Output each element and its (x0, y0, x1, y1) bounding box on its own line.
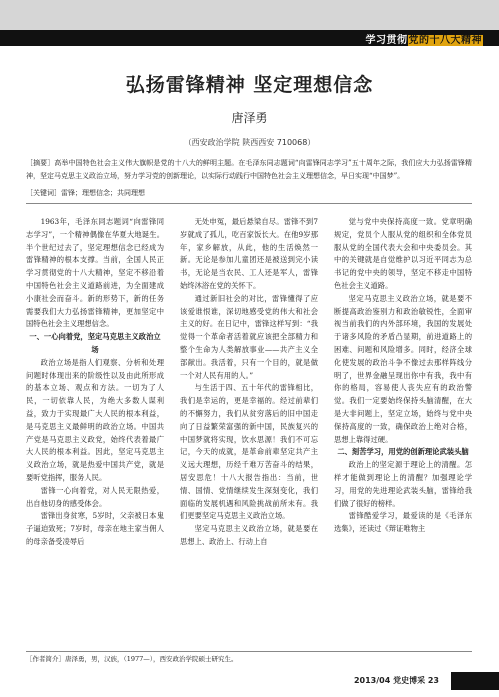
paragraph: 无处申冤，最后悬梁自尽。雷锋不到7岁就成了孤儿，吃百家饭长大。在他9岁那年，家乡解放，从此，他的生活焕然一新。无论是参加儿童团还是被送到完小读书，无论是当农民、工人还是军人，雷锋始终沐浴在党的关怀下。 (180, 217, 318, 290)
divider-bottom (26, 651, 472, 652)
paragraph: 坚定马克思主义政治立场，就是要不断提高政治鉴别力和政治敏锐性，全面审视当前我们的内外部环境，我国的发展处于诸多风险的矛盾凸显期，前进道路上的困难、问题和风险增多。同时，经济全球化使发展的政治斗争不像过去那样阵线分明了，世界金融呈现出你中有我，我中有你的格局，容易使人丧失应有的政治警觉。我们一定要始终保持头脑清醒，在大是大非问题上，坚定立场，始终与党中央保持高度的一致，确保政治上绝对合格，思想上靠得过硬。 (334, 293, 472, 444)
section-label (366, 31, 484, 46)
paragraph: 通过新旧社会的对比，雷锋懂得了应该爱谁恨谁，深切地感受党的伟大和社会主义的好。在日记中，雷锋这样写到：“我觉得一个革命者活着就应该把全部精力和整个生命为人类解放事业——共产主义全部献出。我活着，只有一个目的，就是做一个对人民有用的人。” (180, 293, 318, 380)
header-bar (0, 0, 499, 46)
abstract: ［摘要］高举中国特色社会主义伟大旗帜是党的十八大的鲜明主题。在毛泽东同志题词“向雷锋同志学习”五十周年之际，我们应大力弘扬雷锋精神，坚定马克思主义政治立场，努力学习党的创新理论，以实际行动践行中国特色社会主义理想信念，早日实现“中国梦”。 (26, 159, 472, 180)
paragraph: 1963年，毛泽东同志题词“向雷锋同志学习”，一个精神偶像在华夏大地诞生。半个世纪过去了，坚定理想信念已经成为雷锋精神的根本支撑。当前，全国人民正学习贯彻党的十八大精神，坚定不移沿着中国特色社会主义道路前进，为全面建成小康社会而奋斗。新的形势下，新的任务需要我们大力弘扬雷锋精神，更加坚定中国特色社会主义理想信念。 (26, 217, 164, 329)
column-3 (334, 216, 472, 536)
page-footer: 2013/04 党史博采 23 (353, 676, 439, 685)
section-label-prefix: 学习贯彻 (365, 35, 408, 46)
column-2 (180, 216, 318, 549)
divider (26, 203, 472, 204)
paragraph: 与生活于四、五十年代的雷锋相比，我们是幸运的，更是幸福的。经过前辈们的不懈努力，我们从贫穷落后的旧中国走向了日益繁荣富强的新中国，民族复兴的中国梦就将实现，饮水思源！我们不可忘记，今天的成就，是革命前辈坚定共产主义远大理想，历经千难万苦奋斗的结果，居安思危！十八大报告指出：当前，世情、国情、党情继续发生深刻变化，我们面临的发展机遇和风险挑战前所未有。我们更要坚定马克思主义政治立场。 (180, 383, 318, 521)
column-1 (26, 216, 164, 549)
section-heading: 二、刻苦学习，用党的创新理论武装头脑 (337, 447, 469, 457)
paragraph: 觉与党中央保持高度一致。党章明确规定，党员个人服从党的组织和全体党员服从党的全国代表大会和中央委员会。其中的关键就是自觉维护以习近平同志为总书记的党中央的领导，坚定不移走中国特色社会主义道路。 (334, 217, 472, 290)
paragraph: 坚定马克思主义政治立场，就是要在思想上、政治上、行动上自 (180, 524, 318, 546)
author-info: ［作者简介］唐泽勇，男，汉族，（1977—），西安政治学院硕士研究生。 (26, 655, 238, 663)
footer-block (451, 672, 499, 690)
author-affiliation: （西安政治学院 陕西西安 710068） (183, 138, 316, 147)
paragraph: 政治上的坚定源于理论上的清醒。怎样才能做到理论上的清醒？加强理论学习，用党的先进理论武装头脑，雷锋给我们做了很好的榜样。 (334, 460, 472, 508)
section-label-highlight: 党的十八大精神 (408, 35, 482, 46)
keywords: ［关键词］雷锋；理想信念；共同理想 (26, 189, 145, 197)
article-title: 弘扬雷锋精神 坚定理想信念 (125, 74, 374, 96)
paragraph: 雷锋酷爱学习，最爱读的是《毛泽东选集》，还读过《辩证唯物主 (334, 511, 472, 534)
paragraph: 政治立场是指人们观察、分析和处理问题时体现出来的阶级性以及由此所形成的基本立场、观点和方法。一切为了人民，一切依靠人民，为绝大多数人谋利益，致力于实现最广大人民的根本利益，是马克思主义最鲜明的政治立场。中国共产党是马克思主义政党，始终代表着最广大人民的根本利益。因此，坚定马克思主义政治立场，就是热爱中国共产党，就是要听党指挥，服务人民。 (26, 357, 164, 482)
paragraph: 雷锋一心向着党，对人民无限热爱，出自他切身的感受体会。 (26, 485, 164, 508)
section-heading: 一、一心向着党，坚定马克思主义政治立场 (29, 332, 161, 354)
author-name: 唐泽勇 (231, 111, 268, 125)
paragraph: 雷锋出身贫寒，5岁时，父亲被日本鬼子逼迫致死；7岁时，母亲在地主家当佣人的母亲备受凌辱后 (26, 511, 164, 546)
